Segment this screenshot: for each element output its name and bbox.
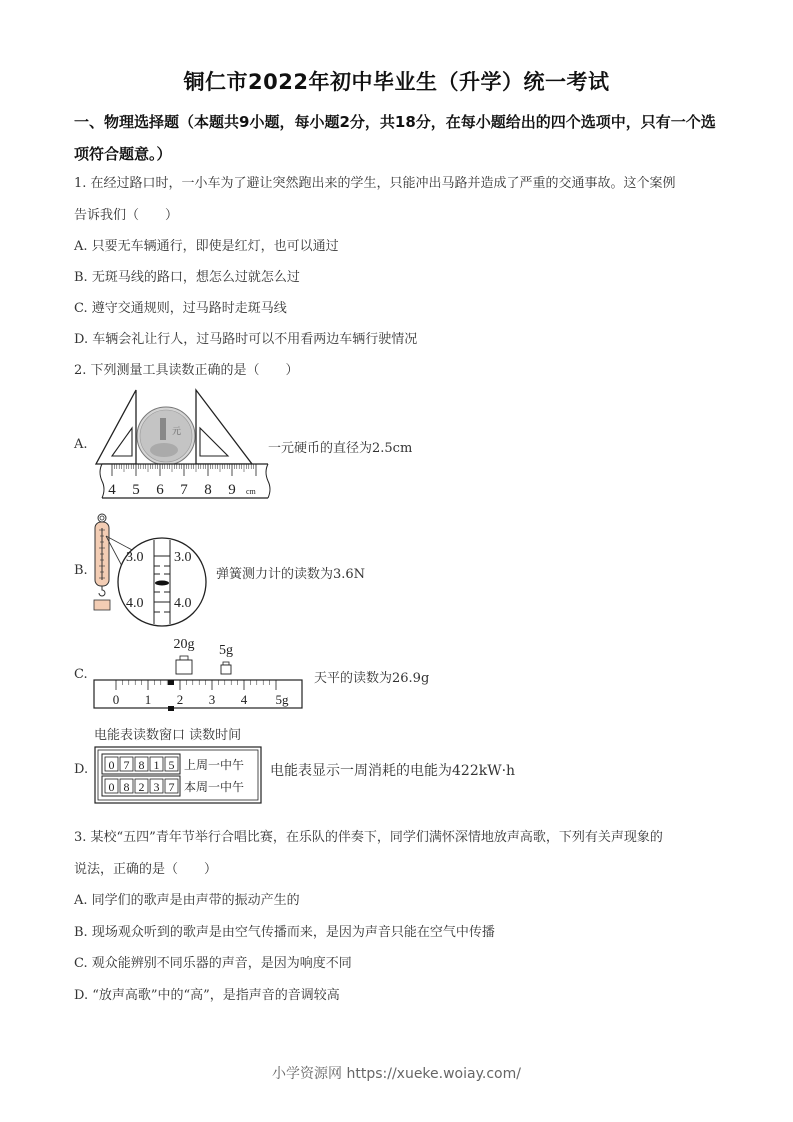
svg-text:8: 8	[123, 780, 130, 794]
coin-icon	[137, 407, 195, 465]
svg-text:8: 8	[204, 482, 212, 498]
option-d-label: D.	[74, 762, 89, 777]
svg-text:0: 0	[108, 758, 115, 772]
question-stem: 说法，正确的是（ ）	[74, 862, 218, 877]
option-b-caption: 弹簧测力计的读数为3.6N	[216, 567, 366, 582]
ruler-coin-figure	[94, 386, 274, 502]
svg-text:0: 0	[112, 692, 120, 707]
svg-text:3: 3	[153, 780, 160, 794]
svg-text:1: 1	[144, 692, 152, 707]
svg-text:2: 2	[138, 780, 145, 794]
energy-meter-figure	[94, 746, 262, 804]
svg-text:7: 7	[180, 482, 188, 498]
option-b: B. 现场观众听到的歌声是由空气传播而来，是因为声音只能在空气中传播	[74, 925, 495, 940]
option-d: D. 车辆会礼让行人，过马路时可以不用看两边车辆行驶情况	[74, 332, 418, 347]
question-stem: 1. 在经过路口时，一小车为了避让突然跑出来的学生，只能冲出马路并造成了严重的交通事故。这个案例	[74, 176, 676, 191]
energy-meter-header: 电能表读数窗口 读数时间	[94, 728, 242, 743]
option-b: B. 无斑马线的路口，想怎么过就怎么过	[74, 270, 300, 285]
svg-text:4: 4	[240, 692, 248, 707]
option-a-caption: 一元硬币的直径为2.5cm	[268, 441, 413, 456]
svg-text:5: 5	[168, 758, 175, 772]
svg-text:7: 7	[168, 780, 175, 794]
svg-text:5: 5	[132, 482, 140, 498]
section-heading: 一、物理选择题（本题共9小题，每小题2分，共18分，在每小题给出的四个选项中，只有一个选项符合题意。）	[74, 113, 716, 163]
svg-text:4.0: 4.0	[174, 596, 192, 611]
svg-text:上周一中午: 上周一中午	[184, 758, 245, 772]
svg-text:cm: cm	[246, 487, 256, 496]
svg-text:3.0: 3.0	[126, 550, 144, 565]
option-a: A. 同学们的歌声是由声带的振动产生的	[74, 893, 300, 908]
svg-text:0: 0	[108, 780, 115, 794]
spring-scale-icon	[94, 514, 110, 610]
question-stem: 告诉我们（ ）	[74, 208, 179, 223]
question-stem: 3. 某校“五四”青年节举行合唱比赛，在乐队的伴奏下，同学们满怀深情地放声高歌，下列有关声现象的	[74, 830, 663, 845]
balance-figure	[92, 634, 306, 714]
svg-text:6: 6	[156, 482, 164, 498]
svg-text:4: 4	[108, 482, 116, 498]
svg-text:5g: 5g	[275, 692, 289, 707]
option-a-label: A.	[74, 437, 88, 452]
svg-text:3: 3	[208, 692, 216, 707]
option-a: A. 只要无车辆通行，即使是红灯，也可以通过	[74, 239, 339, 254]
svg-text:1: 1	[153, 758, 160, 772]
weight-5g-icon	[221, 662, 231, 674]
option-d: D. “放声高歌”中的“高”，是指声音的音调较高	[74, 988, 340, 1003]
svg-text:5g: 5g	[219, 643, 233, 658]
option-b-label: B.	[74, 563, 88, 578]
question-stem: 2. 下列测量工具读数正确的是（ ）	[74, 363, 299, 378]
svg-text:元: 元	[172, 426, 182, 436]
svg-text:4.0: 4.0	[126, 596, 144, 611]
svg-text:3.0: 3.0	[174, 550, 192, 565]
option-c-label: C.	[74, 667, 88, 682]
option-c: C. 遵守交通规则，过马路时走斑马线	[74, 301, 287, 316]
svg-text:8: 8	[138, 758, 145, 772]
svg-text:9: 9	[228, 482, 236, 498]
option-c: C. 观众能辨别不同乐器的声音，是因为响度不同	[74, 956, 352, 971]
svg-text:20g: 20g	[173, 637, 195, 652]
page-title: 铜仁市2022年初中毕业生（升学）统一考试	[183, 70, 610, 94]
footer-watermark: 小学资源网 https://xueke.woiay.com/	[272, 1066, 521, 1082]
option-d-caption: 电能表显示一周消耗的电能为422kW·h	[270, 763, 516, 779]
spring-scale-figure	[90, 510, 212, 630]
svg-text:7: 7	[123, 758, 130, 772]
option-c-caption: 天平的读数为26.9g	[314, 671, 430, 686]
svg-text:本周一中午: 本周一中午	[184, 780, 245, 794]
weight-20g-icon	[176, 656, 192, 674]
svg-text:2: 2	[176, 692, 184, 707]
